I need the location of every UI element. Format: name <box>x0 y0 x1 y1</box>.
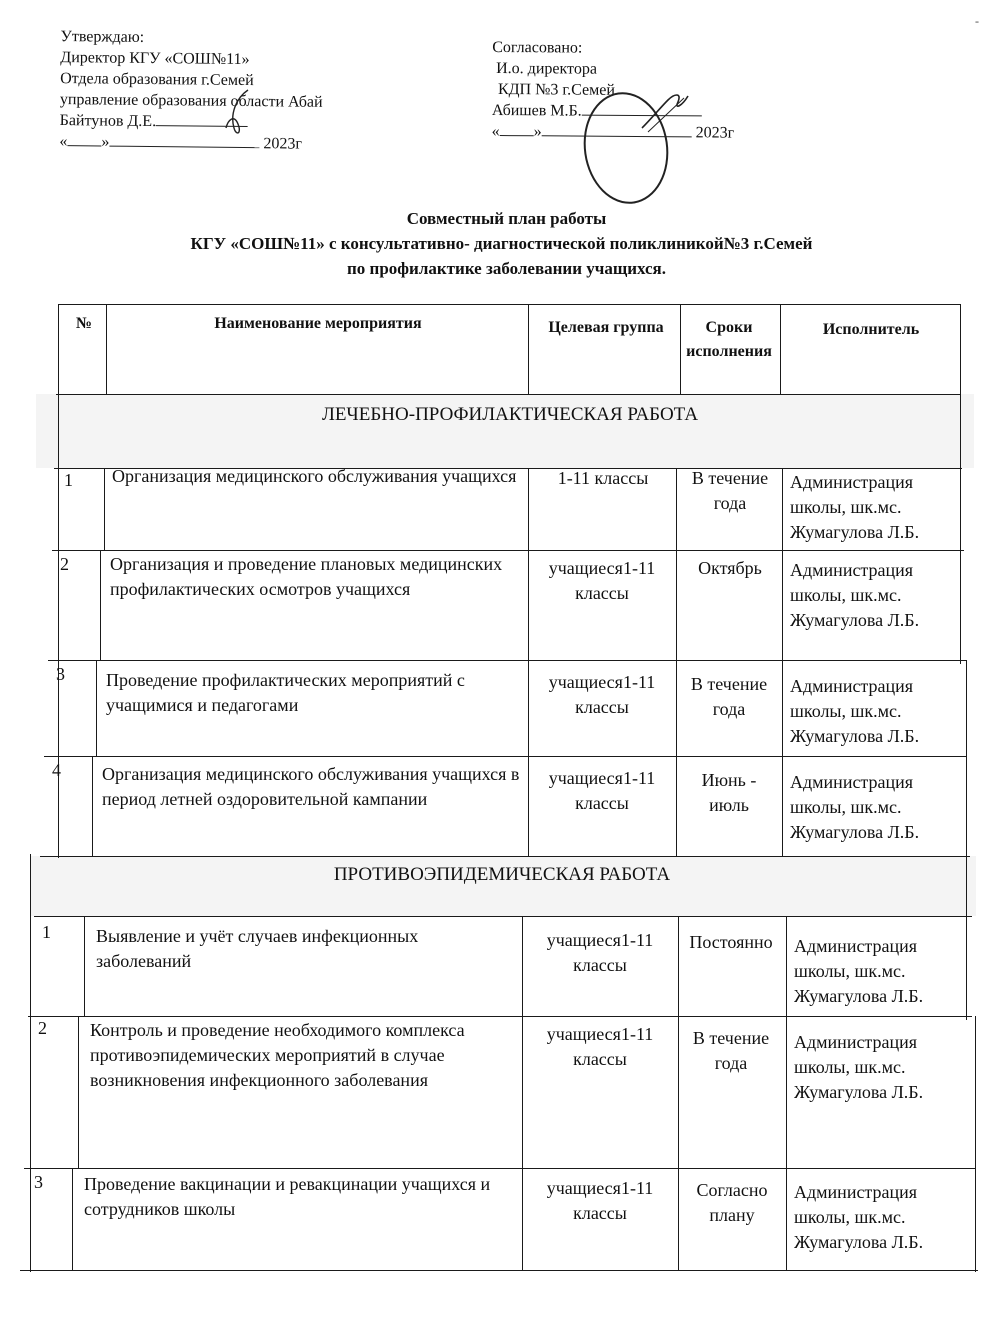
row-target: учащиеся1-11 классы <box>548 672 656 717</box>
table-border <box>44 756 966 757</box>
table-border <box>24 1168 976 1169</box>
row-target: учащиеся1-11 классы <box>546 1178 654 1223</box>
approval-left-line: Утверждаю: <box>60 28 145 46</box>
row-num: 4 <box>52 760 61 780</box>
row-name: Выявление и учёт случаев инфекционных заболеваний <box>96 926 419 971</box>
title-line-2: КГУ «СОШ№11» с консультативно- диагностической поликлиникой№3 г.Семей <box>190 234 813 253</box>
table-border <box>782 468 783 856</box>
approval-left-line: Директор КГУ «СОШ№11» <box>60 49 250 69</box>
row-terms: Июнь - июль <box>701 770 757 815</box>
row-terms: Октябрь <box>698 558 762 578</box>
row-num: 1 <box>42 922 51 942</box>
row-executor: Администрация школы, шк.мс. Жумагулова Л.Б. <box>790 560 920 630</box>
table-border <box>84 916 85 1016</box>
date-quote-open: « <box>59 133 68 151</box>
approval-left-line: Отдела образования г.Семей <box>60 70 254 90</box>
row-executor: Администрация школы, шк.мс. Жумагулова Л.Б. <box>794 936 924 1006</box>
work-plan-table <box>20 300 976 1272</box>
table-border <box>528 468 529 856</box>
table-border <box>58 304 960 305</box>
date-quote-open: « <box>491 122 500 141</box>
table-border <box>30 854 31 1272</box>
table-border <box>678 916 679 1270</box>
table-border <box>96 660 97 756</box>
row-terms: В течение года <box>690 674 768 719</box>
row-name: Проведение профилактических мероприятий с учащимися и педагогами <box>106 670 465 715</box>
approval-right-signer-name: Абишев М.Б. <box>491 101 582 120</box>
table-border <box>104 468 105 550</box>
approval-right-year: 2023г <box>695 124 735 142</box>
column-header-target: Целевая группа <box>548 319 664 336</box>
row-num: 1 <box>64 470 73 490</box>
table-border <box>680 304 681 394</box>
row-num: 3 <box>34 1172 43 1192</box>
row-terms: Постоянно <box>689 932 773 952</box>
column-header-num: № <box>75 315 93 332</box>
document-title <box>0 206 983 281</box>
row-terms: В течение года <box>691 468 769 513</box>
row-executor: Администрация школы, шк.мс. Жумагулова Л.Б. <box>790 772 920 842</box>
row-terms: Согласно плану <box>696 1180 768 1225</box>
table-border <box>975 1016 976 1272</box>
title-line-3: по профилактике заболевании учащихся. <box>346 259 666 278</box>
row-name: Организация медицинского обслуживания учащихся в период летней оздоровительной кампании <box>102 764 520 809</box>
row-name: Организация и проведение плановых медицинских профилактических осмотров учащихся <box>110 554 503 599</box>
row-executor: Администрация школы, шк.мс. Жумагулова Л.Б. <box>790 676 920 746</box>
row-target: учащиеся1-11 классы <box>548 558 656 603</box>
table-border <box>786 916 787 1270</box>
scan-margin-mark: - <box>975 14 979 28</box>
section-title-treatment: ЛЕЧЕБНО-ПРОФИЛАКТИЧЕСКАЯ РАБОТА <box>321 404 699 425</box>
row-name: Контроль и проведение необходимого комплекса противоэпидемических мероприятий в случае возникновения инфекционного заболевания <box>90 1020 465 1090</box>
row-num: 2 <box>38 1018 47 1038</box>
column-header-terms: Сроки исполнения <box>686 319 772 360</box>
table-border <box>528 304 529 394</box>
approval-left-year: 2023г <box>263 135 303 153</box>
row-target: учащиеся1-11 классы <box>546 1024 654 1069</box>
table-border <box>78 1016 79 1168</box>
table-border <box>48 660 966 661</box>
table-border <box>72 1168 73 1270</box>
table-border <box>92 756 93 856</box>
row-target: 1-11 классы <box>557 468 649 488</box>
signature-scribble-left <box>208 84 278 144</box>
table-border <box>56 394 960 395</box>
table-border <box>28 1016 972 1017</box>
row-target: учащиеся1-11 классы <box>546 930 654 975</box>
column-header-executor: Исполнитель <box>822 321 920 338</box>
day-blank <box>500 121 534 136</box>
date-quote-close: » <box>533 123 542 141</box>
title-line-1: Совместный план работы <box>406 209 607 228</box>
column-header-name: Наименование мероприятия <box>214 315 422 332</box>
table-border <box>40 856 970 857</box>
date-quote-close: » <box>101 133 110 151</box>
row-num: 2 <box>60 554 69 574</box>
row-executor: Администрация школы, шк.мс. Жумагулова Л.Б. <box>794 1182 924 1252</box>
table-border <box>100 550 101 660</box>
row-target: учащиеся1-11 классы <box>548 768 656 813</box>
table-border <box>676 468 677 856</box>
day-blank <box>67 131 101 146</box>
row-num: 3 <box>56 664 65 684</box>
row-name: Организация медицинского обслуживания учащихся <box>112 466 517 486</box>
approval-right-line: И.о. директора <box>496 59 598 78</box>
approval-left-signer-name: Байтунов Д.Е. <box>59 112 157 131</box>
table-border <box>20 1270 978 1271</box>
row-executor: Администрация школы, шк.мс. Жумагулова Л.Б. <box>790 472 920 542</box>
approval-right-line: КДП №3 г.Семей <box>497 80 615 99</box>
table-border <box>52 550 964 551</box>
table-border <box>106 304 107 394</box>
table-border <box>34 916 972 917</box>
table-border <box>780 304 781 394</box>
row-name: Проведение вакцинации и ревакцинации учащихся и сотрудников школы <box>84 1174 491 1219</box>
table-border <box>522 916 523 1270</box>
section-title-anti-epidemic: ПРОТИВОЭПИДЕМИЧЕСКАЯ РАБОТА <box>333 864 671 885</box>
signature-scribble-right <box>638 88 698 138</box>
approval-right-line: Согласовано: <box>492 38 583 57</box>
row-terms: В течение года <box>692 1028 770 1073</box>
row-executor: Администрация школы, шк.мс. Жумагулова Л.Б. <box>794 1032 924 1102</box>
approval-left-line: управление образования области Абай <box>59 91 323 111</box>
